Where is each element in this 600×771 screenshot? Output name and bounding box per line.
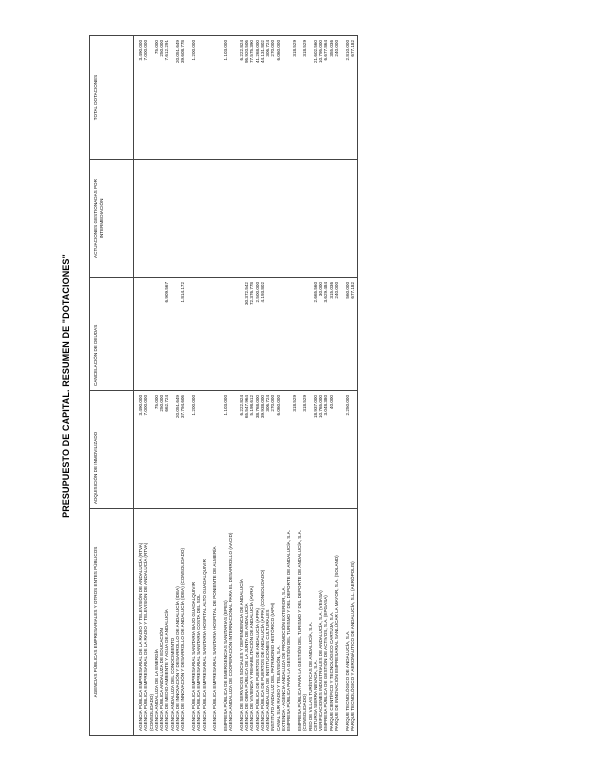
adq-value: 38.768.000 xyxy=(254,395,260,418)
entity-name-cell: VERIFICACIONES INDUSTRIALES DE ANDALUCÍA, S.A. (VEIASA) xyxy=(318,509,323,736)
canc-value: 30.372.542 xyxy=(243,282,249,305)
act-cell xyxy=(202,160,213,278)
adq-value: 3.490.000 xyxy=(138,395,143,416)
adq-value: 6.222.824 xyxy=(238,395,244,416)
total-cell xyxy=(134,36,144,160)
canc-value: 30.000 xyxy=(318,282,324,297)
adq-value: 1.200.000 xyxy=(190,395,196,416)
col-header-adquisicion: ADQUISICIÓN DE INMOVILIZADO xyxy=(90,391,134,509)
col-header-entities: AGENCIAS PÚBLICAS EMPRESARIALES Y OTROS ENTES PÚBLICOS xyxy=(90,509,134,736)
table-row xyxy=(143,36,154,736)
canc-value: 3.629.484 xyxy=(323,282,329,303)
adq-value: 39.938.000 xyxy=(259,395,265,418)
canc-value: 2.500.000 xyxy=(254,282,260,303)
entity-name-cell: EMPRESA PÚBLICA DE EMERGENCIAS SANITARIAS (EPES) xyxy=(223,509,228,736)
adq-value: 318.529 xyxy=(291,395,297,412)
total-value: 20.051.649 xyxy=(175,40,181,63)
total-cell xyxy=(334,36,345,160)
total-value: 306.724 xyxy=(265,40,271,57)
page-title: PRESUPUESTO DE CAPITAL. RESUMEN DE "DOTACIONES" xyxy=(61,254,71,518)
total-cell xyxy=(180,36,191,160)
canc-value: 2.665.560 xyxy=(312,282,318,303)
total-value: 3.490.000 xyxy=(138,40,143,61)
act-cell xyxy=(134,160,144,278)
total-value: 6.677.864 xyxy=(323,40,329,61)
entity-name-cell: EXTENDA - AGENCIA ANDALUZA DE PROMOCIÓN EXTERIOR, S.A. xyxy=(281,509,286,736)
canc-value: 240.000 xyxy=(333,282,339,299)
entity-name-cell: INSTITUTO ANDALUZ DEL PATRIMONIO HISTÓRICO (IAPH) xyxy=(270,509,275,736)
table-row xyxy=(286,36,297,736)
entity-name-cell: AGENCIA ANDALUZA DE INSTITUCIONES CULTURALES xyxy=(265,509,270,736)
entity-name-cell: AGENCIA PÚBLICA EMPRESARIAL SANITARIA HOSPITAL DE PONIENTE DE ALMERÍA xyxy=(212,509,223,736)
col-header-total: TOTAL DOTACIONES xyxy=(90,36,134,160)
total-cell xyxy=(228,36,239,160)
canc-cell xyxy=(143,278,154,391)
entity-name-cell: AGENCIA ANDALUZA DE LA ENERGÍA xyxy=(154,509,159,736)
total-value: 7.000.000 xyxy=(143,40,149,61)
total-value: 10.795.000 xyxy=(318,40,324,63)
adq-value: 10.765.000 xyxy=(318,395,324,418)
table-row xyxy=(334,36,345,736)
total-value: 318.529 xyxy=(302,40,308,57)
adq-cell xyxy=(297,391,308,509)
entity-name-cell: AGENCIA DE VIVIENDA Y REHABILITACIÓN DE ANDALUCÍA (AVRA) xyxy=(249,509,254,736)
adq-cell xyxy=(143,391,154,509)
adq-value: 6.060.000 xyxy=(275,395,281,416)
canc-cell xyxy=(202,278,213,391)
adq-cell xyxy=(334,391,345,509)
adq-value xyxy=(350,395,355,504)
canc-cell xyxy=(334,278,345,391)
dotaciones-table xyxy=(89,35,358,736)
total-value: 95.920.506 xyxy=(243,40,249,63)
total-cell xyxy=(202,36,213,160)
adq-cell xyxy=(202,391,213,509)
entity-name-cell: AGENCIA PÚBLICA EMPRESARIAL DE LA RADIO Y TELEVISIÓN DE ANDALUCÍA (RTVA) (CONSOLIDADO) xyxy=(143,509,154,736)
adq-value: 7.000.000 xyxy=(143,395,149,416)
adq-cell xyxy=(350,391,358,509)
adq-value: 306.724 xyxy=(265,395,271,412)
table-row xyxy=(134,36,144,736)
canc-value: 1.814.172 xyxy=(180,282,186,303)
entity-name-cell: AGENCIA PÚBLICA DE PUERTOS DE ANDALUCÍA (APPA) (CONSOLIDADO) xyxy=(260,509,265,736)
total-cell xyxy=(286,36,297,160)
entity-name-cell: AGENCIA PÚBLICA EMPRESARIAL SANITARIA HOSPITAL ALTO GUADALQUIVIR xyxy=(202,509,213,736)
total-value: 1.103.000 xyxy=(222,40,228,61)
total-cell xyxy=(212,36,223,160)
total-value: 2.810.000 xyxy=(344,40,350,61)
act-cell xyxy=(334,160,345,278)
adq-value: 1.103.000 xyxy=(222,395,228,416)
col-header-cancelacion: CANCELACIÓN DE DEUDAS xyxy=(90,278,134,391)
total-value: 77.575.390 xyxy=(249,40,255,63)
total-value: 6.060.000 xyxy=(275,40,281,61)
act-cell xyxy=(212,160,223,278)
col-header-actuaciones: ACTUACIONES GESTIONADAS POR INTERMEDIACIÓN xyxy=(90,160,134,278)
table-row xyxy=(180,36,191,736)
total-value: 1.200.000 xyxy=(190,40,196,61)
adq-value: 75.000 xyxy=(153,395,159,410)
canc-value: 315.036 xyxy=(328,282,334,299)
entity-name-cell: EMPRESA PÚBLICA DE GESTIÓN DE ACTIVOS, S.A. (EPGASA) xyxy=(323,509,328,736)
adq-cell xyxy=(286,391,297,509)
adq-value: 250.000 xyxy=(159,395,165,412)
adq-value: 3.048.380 xyxy=(323,395,329,416)
table-body xyxy=(134,36,358,736)
entity-name-cell: AGENCIA PÚBLICA EMPRESARIAL DE LA RADIO Y TELEVISIÓN DE ANDALUCÍA (RTVA) xyxy=(134,509,144,736)
total-value: 44.131.802 xyxy=(259,40,265,63)
entity-name-cell: AGENCIA PÚBLICA EMPRESARIAL SANITARIA COSTA DEL SOL xyxy=(196,509,201,736)
entity-name-cell: AGENCIA DE INNOVACIÓN Y DESARROLLO DE ANDALUCÍA (IDEA) (CONSOLIDADO) xyxy=(180,509,191,736)
canc-value: 6.909.567 xyxy=(164,282,170,303)
entity-name-cell: CANAL SUR RADIO Y TELEVISIÓN, S.A. xyxy=(276,509,281,736)
act-cell xyxy=(180,160,191,278)
act-cell xyxy=(228,160,239,278)
adq-cell xyxy=(228,391,239,509)
entity-name-cell: EMPRESA PÚBLICA PARA LA GESTIÓN DEL TURISMO Y DEL DEPORTE DE ANDALUCÍA, S.A. xyxy=(286,509,297,736)
table-row xyxy=(350,36,358,736)
total-cell xyxy=(297,36,308,160)
total-value: 75.000 xyxy=(153,40,159,55)
entity-name-cell: PARQUE CIENTÍFICO Y TECNOLÓGICO CARTUJA, S.A. xyxy=(329,509,334,736)
entity-name-cell: EMPRESA PÚBLICA PARA LA GESTIÓN DEL TURISMO Y DEL DEPORTE DE ANDALUCÍA, S.A. (CONSOLIDADO) xyxy=(297,509,308,736)
adq-value: 37.794.606 xyxy=(180,395,186,418)
header-row xyxy=(90,36,134,736)
total-value: 318.529 xyxy=(291,40,297,57)
act-cell xyxy=(350,160,358,278)
canc-cell xyxy=(297,278,308,391)
adq-value: 2.250.000 xyxy=(344,395,350,416)
entity-name-cell: AGENCIA ANDALUZA DEL CONOCIMIENTO xyxy=(170,509,175,736)
table-row xyxy=(228,36,239,736)
entity-name-cell: PARQUE TECNOLÓGICO Y AERONÁUTICO DE ANDALUCÍA, S.L. (AERÓPOLIS) xyxy=(350,509,358,736)
adq-value: 662.724 xyxy=(164,395,170,412)
canc-cell xyxy=(228,278,239,391)
entity-name-cell: AGENCIA PÚBLICA EMPRESARIAL SANITARIA BAJO GUADALQUIVIR xyxy=(191,509,196,736)
adq-value: 5.198.612 xyxy=(249,395,255,416)
act-value xyxy=(350,164,355,273)
adq-cell xyxy=(180,391,191,509)
canc-value: 4.193.802 xyxy=(259,282,265,303)
entity-name-cell: RED DE VILLAS TURÍSTICAS DE ANDALUCÍA, S.A. xyxy=(308,509,313,736)
canc-cell xyxy=(286,278,297,391)
adq-value: 270.000 xyxy=(270,395,276,412)
adq-cell xyxy=(212,391,223,509)
entity-name-cell: PARQUE TECNOLÓGICO DE ANDALUCÍA, S.A. xyxy=(345,509,350,736)
total-value: 39.608.778 xyxy=(180,40,186,63)
canc-value: 72.376.778 xyxy=(249,282,255,305)
adq-cell xyxy=(134,391,144,509)
canc-cell xyxy=(350,278,358,391)
total-value: 355.036 xyxy=(328,40,334,57)
entity-name-cell: AGENCIA PÚBLICA DE PUERTOS DE ANDALUCÍA (APPA) xyxy=(255,509,260,736)
total-value: 41.268.000 xyxy=(254,40,260,63)
canc-value: 560.000 xyxy=(344,282,350,299)
entity-name-cell: AGENCIA DE OBRA PÚBLICA DE LA JUNTA DE ANDALUCÍA xyxy=(244,509,249,736)
canc-cell xyxy=(134,278,144,391)
canc-cell xyxy=(212,278,223,391)
total-value: 677.182 xyxy=(349,40,355,57)
total-value: 270.000 xyxy=(270,40,276,57)
total-value: 21.602.560 xyxy=(312,40,318,63)
table-row xyxy=(297,36,308,736)
adq-value: 20.051.649 xyxy=(175,395,181,418)
adq-value: 318.529 xyxy=(302,395,308,412)
act-cell xyxy=(143,160,154,278)
entity-name-cell: AGENCIA DE INNOVACIÓN Y DESARROLLO DE ANDALUCÍA (IDEA) xyxy=(175,509,180,736)
table-row xyxy=(202,36,213,736)
rotated-content xyxy=(57,36,542,736)
adq-value: 65.547.964 xyxy=(243,395,249,418)
total-value: 240.000 xyxy=(333,40,339,57)
table-row xyxy=(212,36,223,736)
adq-value: 40.000 xyxy=(328,395,334,410)
act-cell xyxy=(297,160,308,278)
canc-value: 677.182 xyxy=(349,282,355,299)
entity-name-cell: AGENCIA PÚBLICA ANDALUZA DE EDUCACIÓN xyxy=(159,509,164,736)
act-cell xyxy=(286,160,297,278)
total-cell xyxy=(143,36,154,160)
total-value: 6.222.824 xyxy=(238,40,244,61)
entity-name-cell: PARQUE DE INNOVACIÓN EMPRESARIAL SANLÚCAR LA MAYOR, S.A. (SOLAND) xyxy=(334,509,345,736)
entity-name-cell: AGENCIA DE MEDIO AMBIENTE Y AGUA DE ANDALUCÍA xyxy=(164,509,169,736)
canc-cell xyxy=(180,278,191,391)
total-value: 7.612.291 xyxy=(164,40,170,61)
entity-name-cell: CETURSA SIERRA NEVADA, S.A. xyxy=(313,509,318,736)
entity-name-cell: AGENCIA DE SERVICIOS SOCIALES Y DEPENDENCIA DE ANDALUCÍA xyxy=(239,509,244,736)
total-value: 250.000 xyxy=(159,40,165,57)
entity-name-cell: AGENCIA ANDALUZA DE COOPERACIÓN INTERNACIONAL PARA EL DESARROLLO (AACID) xyxy=(228,509,239,736)
total-cell xyxy=(350,36,358,160)
adq-value: 18.937.000 xyxy=(312,395,318,418)
